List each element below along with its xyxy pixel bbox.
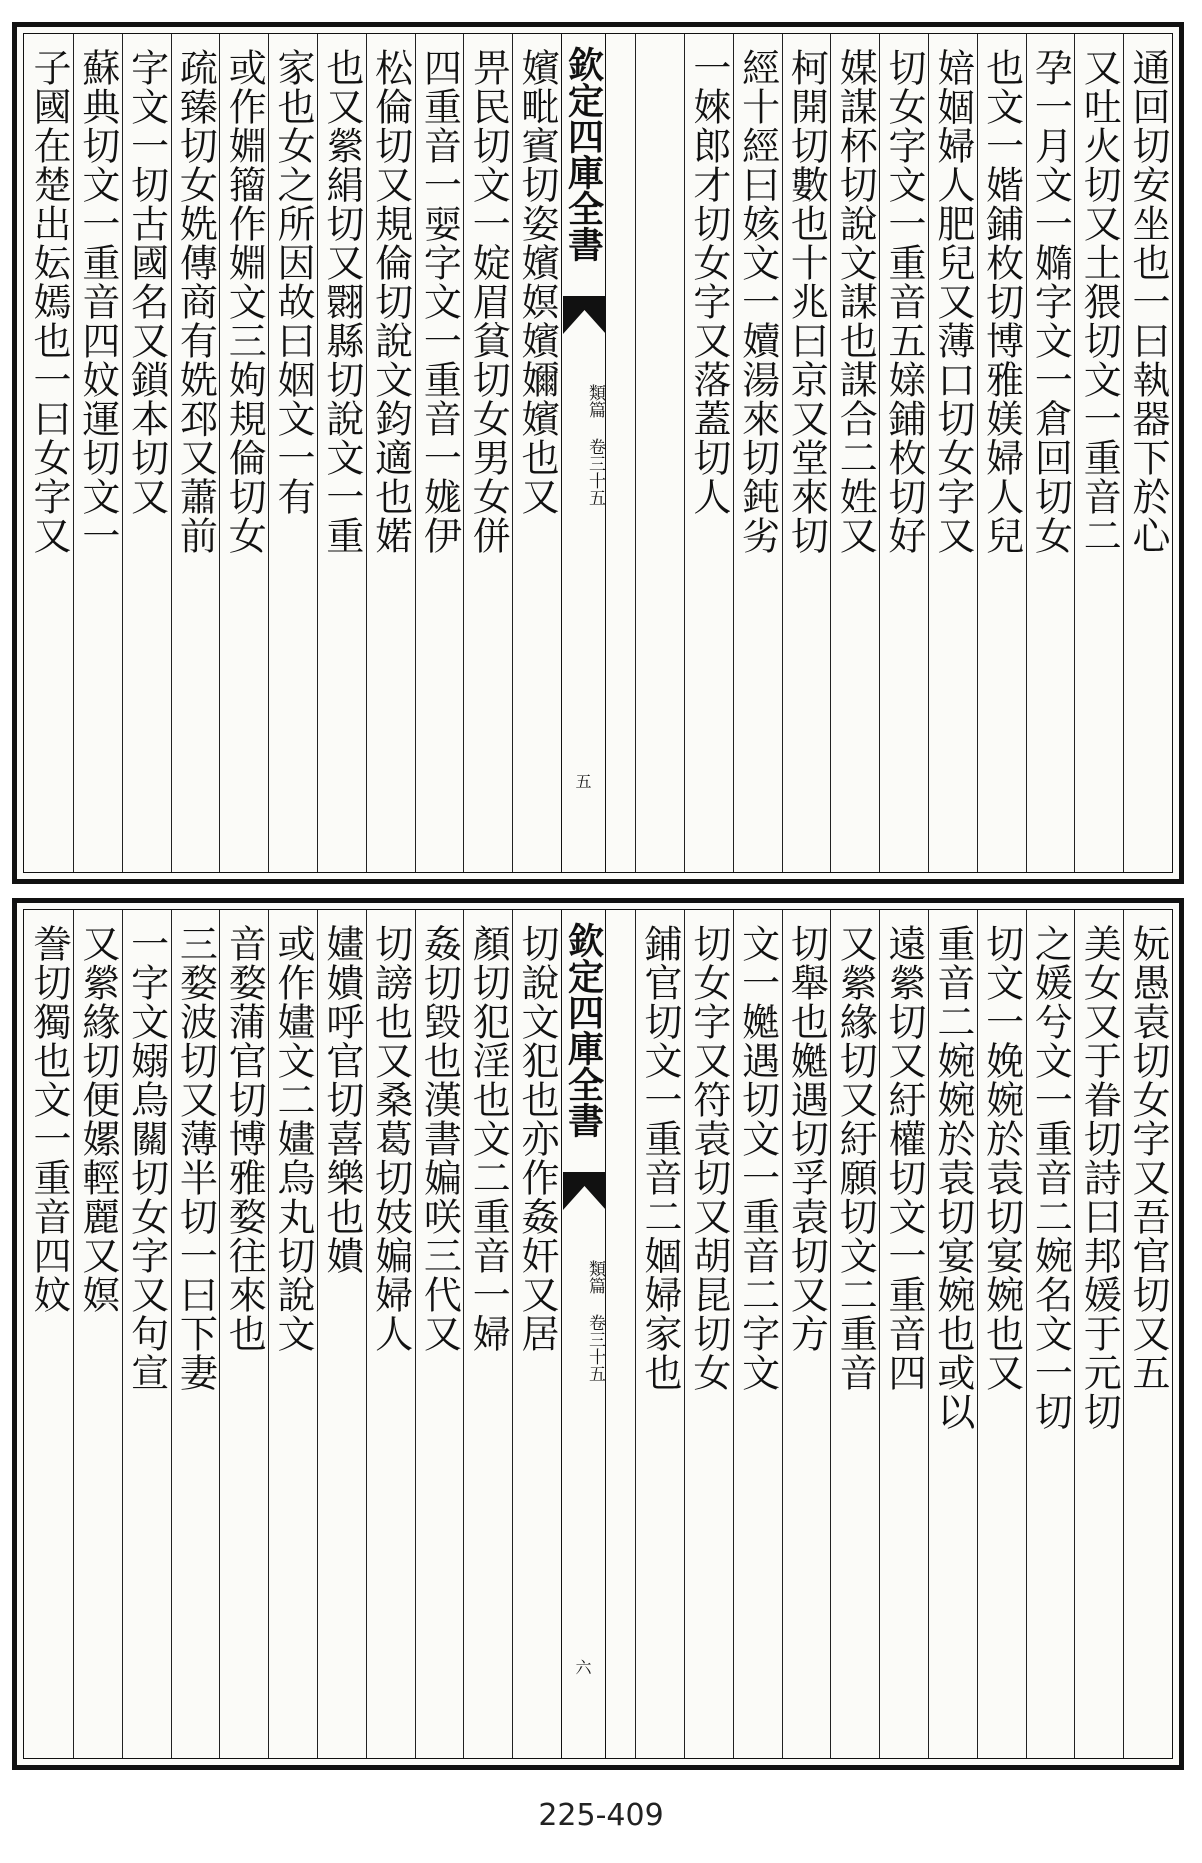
left-text-block-top xyxy=(24,34,561,872)
text-column: 通回切安坐也一曰執器下於心 xyxy=(1123,34,1172,872)
text-column: 一婡郎才切女字又落蓋切人 xyxy=(684,34,733,872)
text-column: 家也女之所因故曰姻文一有 xyxy=(268,34,317,872)
text-column: 姦切毀也漢書媥咲三代又 xyxy=(415,910,464,1758)
text-column: 遠縈切又紆權切文一重音四 xyxy=(879,910,928,1758)
book-title: 欽定四庫全書 xyxy=(562,46,605,262)
text-column: 嬪毗賓切姿嬪嫇嬪嬭嬪也又 xyxy=(512,34,561,872)
text-column: 誊切獨也文一重音四妏 xyxy=(27,924,72,1314)
text-column xyxy=(635,34,684,872)
text-column: 文一嬔遇切文一重音二字文 xyxy=(733,910,782,1758)
book-title: 欽定四庫全書 xyxy=(562,922,605,1138)
text-column: 字文一切古國名又鎖本切又 xyxy=(122,34,171,872)
text-column: 又吐火切又土猥切文一重音二 xyxy=(1074,34,1123,872)
text-column: 之媛兮文一重音二婉名文一切 xyxy=(1026,910,1075,1758)
page-top-half xyxy=(12,22,1184,884)
center-spine-bottom xyxy=(561,910,606,1758)
volume-label: 類篇 卷三十五 xyxy=(585,1260,605,1382)
page-number: 225-409 xyxy=(538,1798,664,1833)
text-column: 鋪官切文一重音二婟婦家也 xyxy=(635,910,684,1758)
text-column: 切女字文一重音五媇鋪枚切好 xyxy=(879,34,928,872)
page-bottom-half xyxy=(12,898,1184,1770)
text-column: 疏臻切女姺傳商有姺邳又蕭前 xyxy=(171,34,220,872)
text-column: 切謗也又桑葛切妓媥婦人 xyxy=(366,910,415,1758)
text-column: 一字文嫋烏關切女字又句宣 xyxy=(122,910,171,1758)
text-column: 媒謀杯切說文謀也謀合二姓又 xyxy=(830,34,879,872)
text-column: 重音二婉婉於袁切宴婉也或以 xyxy=(928,910,977,1758)
left-text-block-bottom xyxy=(24,910,561,1758)
text-column: 或作嫿文二嫿烏丸切說文 xyxy=(268,910,317,1758)
text-column: 柯開切數也十兆曰京又堂來切 xyxy=(782,34,831,872)
text-column: 音婺蒲官切博雅婺往來也 xyxy=(219,910,268,1758)
text-column: 四重音一婯字文一重音一娏伊 xyxy=(415,34,464,872)
text-column: 切說文犯也亦作姦奸又居 xyxy=(512,910,561,1758)
fishtail-ornament xyxy=(563,296,606,336)
text-column: 也又縈絹切又翾縣切說文一重 xyxy=(317,34,366,872)
fishtail-ornament xyxy=(563,1172,606,1212)
volume-label: 類篇 卷三十五 xyxy=(585,384,605,506)
text-column: 婄婟婦人肥兒又薄口切女字又 xyxy=(928,34,977,872)
text-column: 又縈緣切又紆願切文二重音 xyxy=(830,910,879,1758)
text-column: 切舉也嬔遇切孚袁切又方 xyxy=(782,910,831,1758)
text-column: 松倫切又規倫切說文鈞適也婼 xyxy=(366,34,415,872)
text-frame-bottom xyxy=(23,909,1173,1759)
text-column: 切女字又符袁切又胡昆切女 xyxy=(684,910,733,1758)
text-column: 顏切犯淫也文二重音一婦 xyxy=(463,910,512,1758)
text-column: 也文一媘鋪枚切博雅媄婦人兒 xyxy=(977,34,1026,872)
text-column: 妧愚袁切女字又吾官切又五 xyxy=(1123,910,1172,1758)
text-frame-top xyxy=(23,33,1173,873)
text-column: 嫿嬇呼官切喜樂也嬇 xyxy=(317,910,366,1758)
text-column: 切文一娩婉於袁切宴婉也又 xyxy=(977,910,1026,1758)
text-column: 孕一月文一嫷字文一倉回切女 xyxy=(1026,34,1075,872)
text-column: 畀民切文一婝眉貧切女男女併 xyxy=(463,34,512,872)
text-column: 經十經曰姟文一嬻湯來切鈍劣 xyxy=(733,34,782,872)
text-column: 美女又于眷切詩曰邦媛于元切 xyxy=(1074,910,1123,1758)
leaf-number: 五 xyxy=(575,772,592,791)
text-column: 或作婣籀作婣文三姁規倫切女 xyxy=(219,34,268,872)
text-column: 三婺波切又薄半切一曰下妻 xyxy=(171,910,220,1758)
leaf-number: 六 xyxy=(575,1658,592,1677)
right-text-block-bottom xyxy=(635,910,1172,1758)
text-column: 又縈緣切便嫘輕麗又嫇 xyxy=(73,910,122,1758)
text-column: 蘇典切文一重音四妏運切文一 xyxy=(73,34,122,872)
center-spine-top xyxy=(561,34,606,872)
right-text-block-top xyxy=(635,34,1172,872)
text-column: 子國在楚出妘嫣也一曰女字又 xyxy=(27,48,72,555)
